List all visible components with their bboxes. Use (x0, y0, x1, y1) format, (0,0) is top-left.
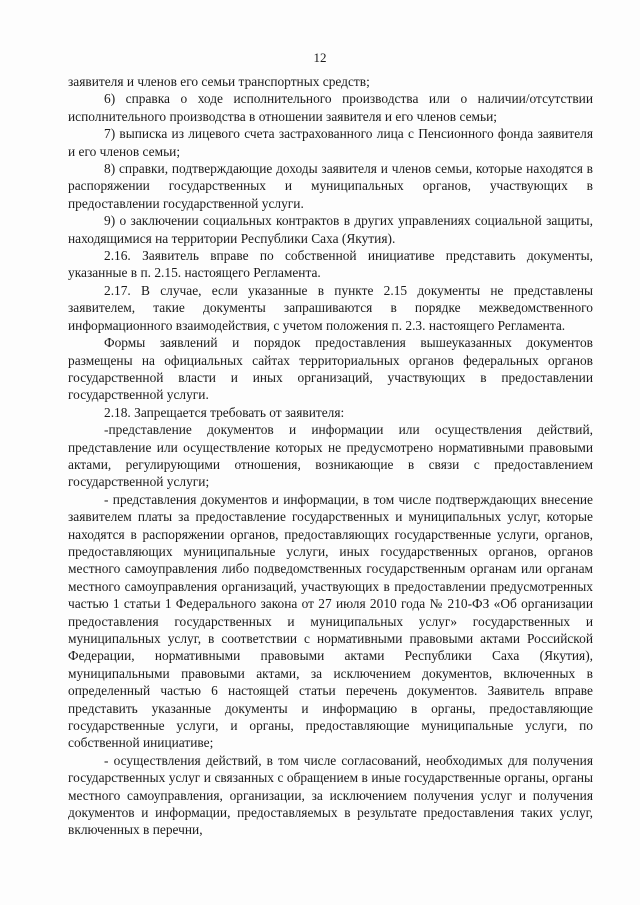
paragraph-item-7: 7) выписка из лицевого счета застрахованного лица с Пенсионного фонда заявителя и его членов семьи; (68, 126, 593, 159)
paragraph-continuation: заявителя и членов его семьи транспортных средств; (68, 74, 370, 89)
page-number: 12 (313, 50, 327, 65)
paragraph-2-16: 2.16. Заявитель вправе по собственной инициативе представить документы, указанные в п. 2.15. настоящего Регламента. (68, 248, 593, 281)
paragraph-item-9: 9) о заключении социальных контрактов в других управлениях социальной защиты, находящимися на территории Республики Саха (Якутия). (68, 213, 593, 246)
paragraph-item-8: 8) справки, подтверждающие доходы заявителя и членов семьи, которые находятся в распоряжении государственных и муниципальных органов, участвующих в предоставлении государственной услуги. (68, 161, 593, 211)
paragraph-prohibition-1: -представление документов и информации или осуществления действий, представление или осуществление которых не предусмотрено нормативными правовыми актами, регулирующими отношения, возникающие в связи с предоставлением государственной услуги; (68, 422, 593, 490)
paragraph-prohibition-2: - представления документов и информации, в том числе подтверждающих внесение заявителем платы за предоставление государственных и муниципальных услуг, которые находятся в распоряжении органов, предоставляющих государственные услуги, органов, предоставляющих муниципальные услуги, иных государственных органов, органов местного самоуправления либо подведомственных государственным органам или органам местного самоуправления организаций, участвующих в предоставлении предусмотренных частью 1 статьи 1 Федерального закона от 27 июля 2010 года № 210-ФЗ «Об организации предоставления государственных и муниципальных услуг» государственных и муниципальных услуг, в соответствии с нормативными правовыми актами Российской Федерации, нормативными правовыми актами Республики Саха (Якутия), муниципальными правовыми актами, за исключением документов, включенных в определенный частью 6 настоящей статьи перечень документов. Заявитель вправе представить указанные документы и информацию в органы, предоставляющие государственные услуги, и органы, предоставляющие муниципальные услуги, по собственной инициативе; (68, 491, 593, 751)
paragraph-2-17: 2.17. В случае, если указанные в пункте 2.15 документы не представлены заявителем, такие документы запрашиваются в порядке межведомственного информационного взаимодействия, с учетом положения п. 2.3. настоящего Регламента. (68, 282, 593, 333)
paragraph-forms: Формы заявлений и порядок предоставления вышеуказанных документов размещены на официальных сайтах территориальных органов федеральных органов государственной власти и иных организаций, участвующих в предоставлении государственной услуги. (68, 335, 593, 403)
paragraph-2-18: 2.18. Запрещается требовать от заявителя: (104, 404, 345, 420)
document-body (68, 73, 593, 839)
paragraph-item-6: 6) справка о ходе исполнительного производства или о наличии/отсутствии исполнительного производства в отношении заявителя и его членов семьи; (68, 91, 593, 124)
paragraph-prohibition-3: - осуществления действий, в том числе согласований, необходимых для получения государственных услуг и связанных с обращением в иные государственные органы, органы местного самоуправления, организации, за исключением получения услуг и получения документов и информации, предоставляемых в результате предоставления таких услуг, включенных в перечни, (68, 752, 593, 838)
